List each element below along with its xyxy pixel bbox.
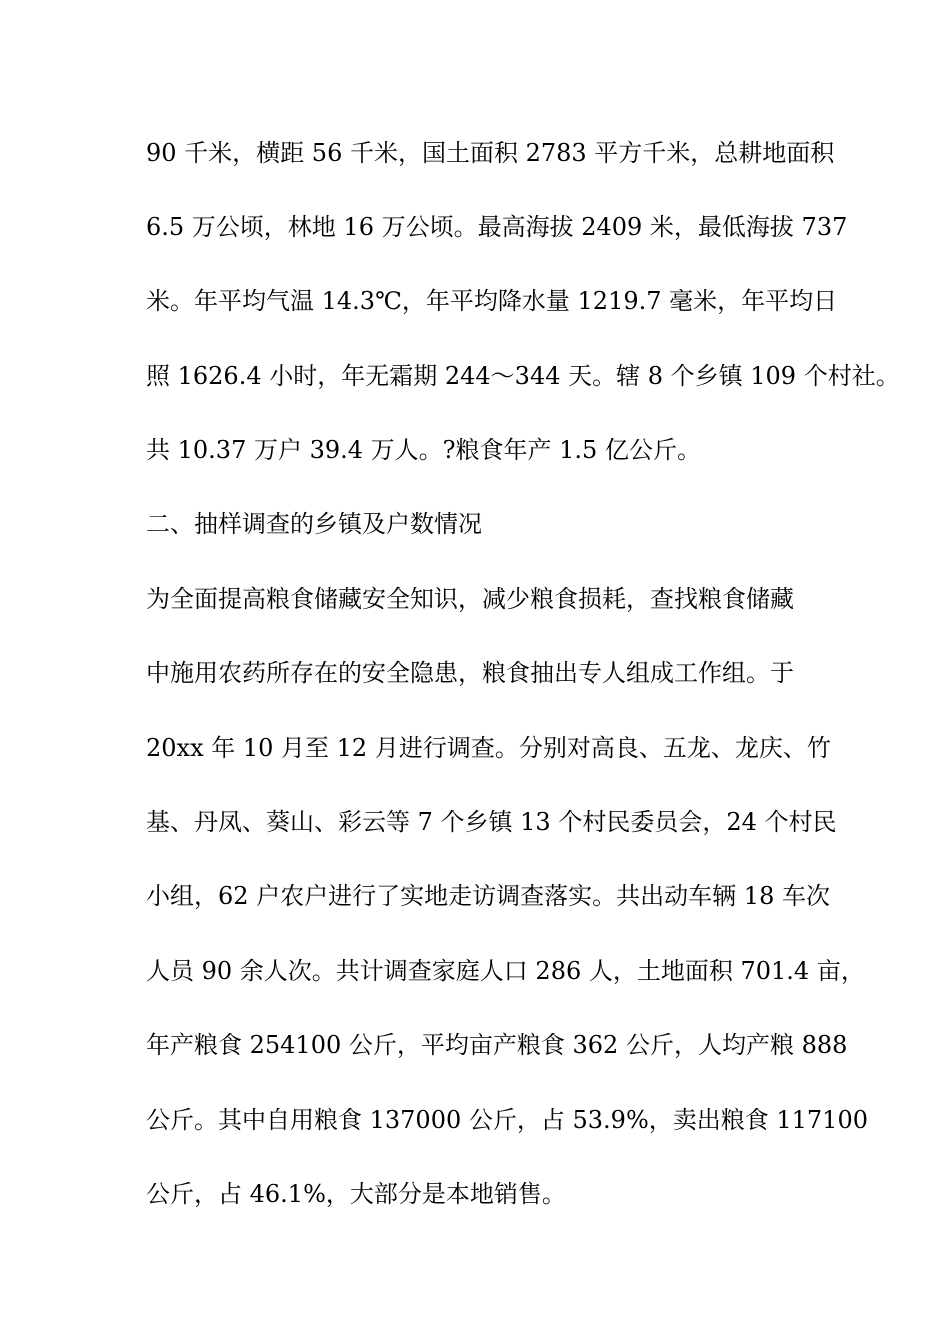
text-line: 公斤。其中自用粮食 137000 公斤，占 53.9%，卖出粮食 117100	[146, 1106, 868, 1134]
text-line: 小组，62 户农户进行了实地走访调查落实。共出动车辆 18 车次	[146, 882, 830, 910]
text-line: 基、丹凤、葵山、彩云等 7 个乡镇 13 个村民委员会，24 个村民	[146, 808, 837, 836]
text-line: 公斤，占 46.1%，大部分是本地销售。	[146, 1180, 566, 1208]
text-line: 共 10.37 万户 39.4 万人。?粮食年产 1.5 亿公斤。	[146, 436, 701, 464]
text-line: 6.5 万公顷，林地 16 万公顷。最高海拔 2409 米，最低海拔 737	[146, 213, 848, 241]
section-heading: 二、抽样调查的乡镇及户数情况	[146, 510, 482, 538]
text-line: 中施用农药所存在的安全隐患，粮食抽出专人组成工作组。于	[146, 659, 794, 687]
text-line: 为全面提高粮食储藏安全知识，减少粮食损耗，查找粮食储藏	[146, 585, 794, 613]
text-line: 90 千米，横距 56 千米，国土面积 2783 平方千米，总耕地面积	[146, 139, 835, 167]
text-line: 人员 90 余人次。共计调查家庭人口 286 人，土地面积 701.4 亩，	[146, 957, 865, 985]
text-line: 米。年平均气温 14.3℃，年平均降水量 1219.7 毫米，年平均日	[146, 287, 838, 315]
text-line: 20xx 年 10 月至 12 月进行调查。分别对高良、五龙、龙庆、竹	[146, 734, 831, 762]
text-line: 照 1626.4 小时，年无霜期 244～344 天。辖 8 个乡镇 109 个村社。	[146, 362, 900, 390]
text-line: 年产粮食 254100 公斤，平均亩产粮食 362 公斤，人均产粮 888	[146, 1031, 848, 1059]
